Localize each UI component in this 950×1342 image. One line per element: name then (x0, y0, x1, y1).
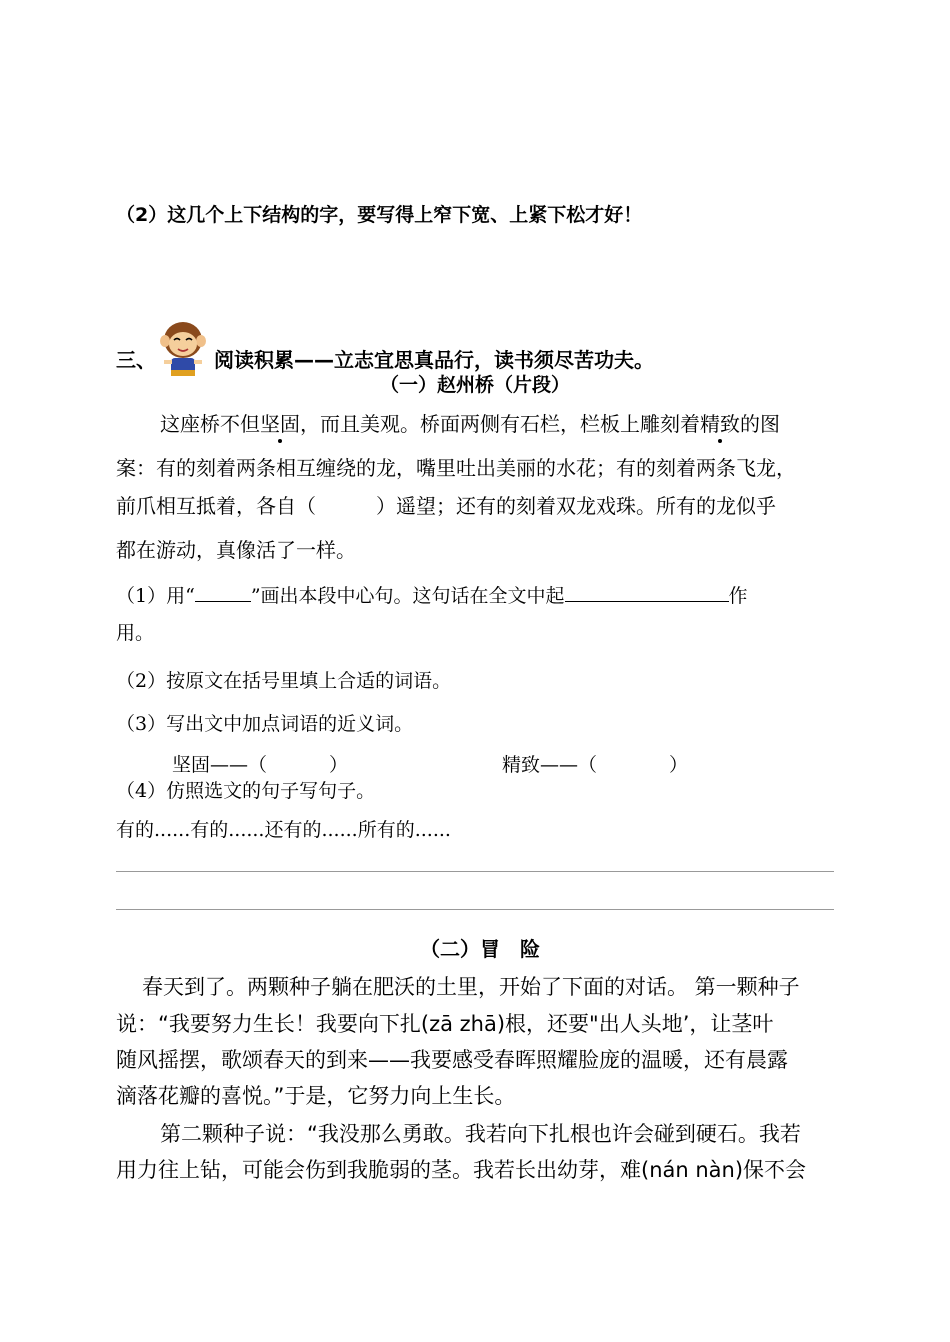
dotted-word-jingzhi: 精致 (700, 408, 740, 437)
passage1-line2: 案：有的刻着两条相互缠绕的龙，嘴里吐出美丽的水花；有的刻着两条飞龙， (116, 456, 796, 480)
section-number: 三、 (116, 348, 156, 372)
passage1-line3: 前爪相互抵着，各自（ ）遥望；还有的刻着双龙戏珠。所有的龙似乎 (116, 494, 776, 518)
answer-blank-function[interactable] (565, 583, 729, 602)
question-4: （4）仿照选文的句子写句子。 (116, 780, 376, 802)
section-title: 阅读积累——立志宜思真品行，读书须尽苦功夫。 (214, 348, 654, 372)
passage2-title: （二）冒 险 (420, 937, 540, 961)
question-1: （1）用“ ”画出本段中心句。这句话在全文中起 作 (116, 585, 748, 607)
underline-sample (195, 583, 251, 602)
writing-tip: （2）这几个上下结构的字，要写得上窄下宽、上紧下松才好！ (116, 204, 643, 226)
passage2-line6: 用力往上钻，可能会伤到我脆弱的茎。我若长出幼芽，难(nán nàn)保不会 (116, 1158, 807, 1182)
passage2-line3: 随风摇摆，歌颂春天的到来——我要感受春晖照耀脸庞的温暖，还有晨露 (116, 1048, 788, 1072)
passage2-line1: 春天到了。两颗种子躺在肥沃的土里，开始了下面的对话。 第一颗种子 (142, 975, 800, 999)
answer-line-1[interactable] (116, 871, 834, 872)
dotted-word-jiangu: 坚固 (260, 408, 300, 437)
question-2: （2）按原文在括号里填上合适的词语。 (116, 670, 452, 692)
sentence-pattern: 有的......有的......还有的......所有的...... (116, 819, 451, 841)
passage1-line1: 这座桥不但坚固，而且美观。桥面两侧有石栏，栏板上雕刻着精致的图 (160, 408, 780, 437)
question-3: （3）写出文中加点词语的近义词。 (116, 713, 414, 735)
question-1-cont: 用。 (116, 622, 155, 644)
synonym-2: 精致——（ ） (502, 754, 689, 776)
passage1-line4: 都在游动，真像活了一样。 (116, 538, 356, 562)
passage2-line4: 滴落花瓣的喜悦。”于是，它努力向上生长。 (116, 1084, 516, 1108)
passage2-line5: 第二颗种子说：“我没那么勇敢。我若向下扎根也许会碰到硬石。我若 (160, 1122, 801, 1146)
synonym-1: 坚固——（ ） (172, 754, 349, 776)
answer-line-2[interactable] (116, 909, 834, 910)
passage2-line2: 说：“我要努力生长！我要向下扎(zā zhā)根，还要"出人头地’，让茎叶 (116, 1012, 774, 1036)
passage1-title: （一）赵州桥（片段） (380, 374, 571, 396)
monkey-mascot-icon (158, 318, 208, 380)
